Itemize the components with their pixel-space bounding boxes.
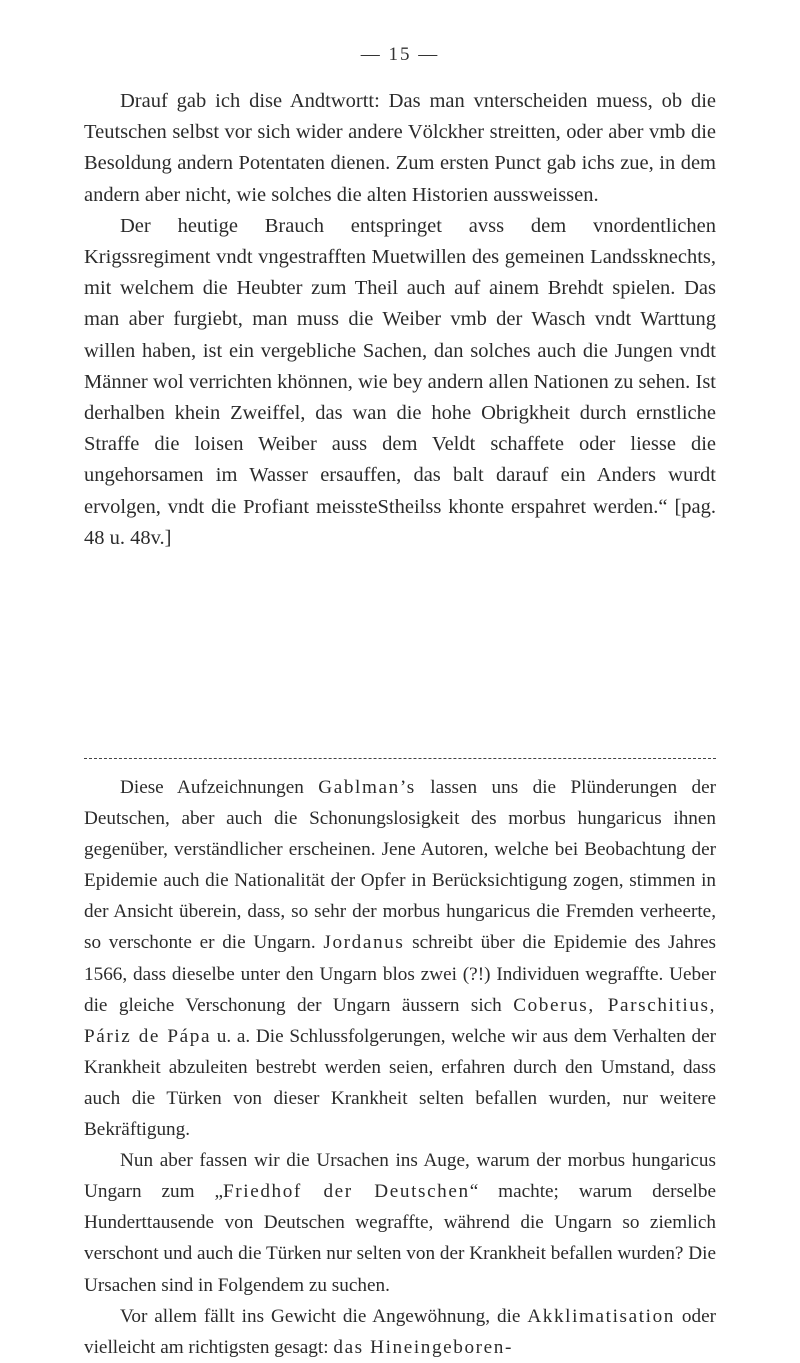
- author-name-jordanus: Jordanus: [323, 932, 405, 954]
- author-names-list: Coberus, Parschitius, Páriz de Pápa: [84, 994, 716, 1047]
- quote-paragraph-1: Drauf gab ich dise Andtwortt: Das man vnterscheiden muess, ob die Teutschen selbst vor sich wider andere Völckher streitten, oder aber vmb die Besoldung andern Potentaten dienen. Zum ersten Punct gab ichs zue, in dem andern aber nicht, wie solches die alten Historien aussweissen.: [84, 90, 716, 206]
- body-paragraph-1: [84, 772, 716, 1145]
- page-number: — 15 —: [360, 44, 440, 65]
- emphasized-term-akklimatisation: Akklimatisation: [527, 1305, 675, 1327]
- emphasized-phrase-hineingeboren: das Hineingeboren-: [333, 1336, 513, 1358]
- quote-paragraph-2: Der heutige Brauch entspringet avss dem vnordentlichen Krigssregiment vndt vngestrafften Muetwillen des gemeinen Landssknechts, mit welchem die Heubter zum Theil auch auf ainem Brehdt spielen. Das man aber furgiebt, man muss die Weiber vmb der Wasch vndt Warttung willen haben, ist ein vergebliche Sachen, dan solches auch die Jungen vndt Männer wol verrichten khönnen, wie bey andern allen Nationen zu sehen. Ist derhalben khein Zweiffel, das wan die hohe Obrigkheit durch ernstliche Straffe die loisen Weiber auss dem Veldt schaffete oder liesse die ungehorsamen im Wasser ersauffen, das balt darauf ein Anders wurdt ervolgen, vndt die Profiant meissteStheilss khonte erspahret werden.“ [pag. 48 u. 48v.]: [84, 214, 716, 549]
- p3-text-a: Vor allem fällt ins Gewicht die Angewöhnung, die: [120, 1305, 528, 1327]
- p1-text-b: lassen uns die Plünderungen der Deutschen, aber auch die Schonungslosigkeit des morbus hungaricus ihnen gegenüber, verständlicher erscheinen. Jene Autoren, welche bei Beobachtung der Epidemie auch die Nationalität der Opfer in Berücksichtigung zogen, stimmen in der Ansicht überein, dass, so sehr der morbus hungaricus die Fremden verheerte, so verschonte er die Ungarn.: [84, 777, 716, 954]
- emphasized-phrase: Friedhof der Deutschen: [223, 1181, 470, 1203]
- p3-text-b: oder vielleicht am richtigsten gesagt:: [84, 1305, 717, 1358]
- dashed-separator: [84, 758, 716, 759]
- p1-text-d: u. a. Die Schlussfolgerungen, welche wir aus dem Verhalten der Krankheit abzuleiten bestrebt werden seien, erfahren durch den Umstand, dass auch die Türken von dieser Krankheit selten befallen wurden, nur weitere Bekräftigung.: [84, 1025, 716, 1141]
- p1-text-c: schreibt über die Epidemie des Jahres 1566, dass dieselbe unter den Ungarn blos zwei (?!) Individuen wegraffte. Ueber die gleiche Verschonung der Ungarn äussern sich: [84, 932, 716, 1016]
- p1-text-a: Diese Aufzeichnungen: [120, 777, 319, 798]
- p2-text-a: Nun aber fassen wir die Ursachen ins Auge, warum der morbus hungaricus Ungarn zum „: [84, 1150, 716, 1203]
- quoted-passage: [84, 86, 716, 554]
- author-name-gablman: Gablman’s: [318, 777, 416, 798]
- body-paragraph-2: [84, 1145, 716, 1300]
- p2-text-b: “ machte; warum derselbe Hunderttausende von Deutschen wegraffte, während die Ungarn so ziemlich verschont und auch die Türken nur selten von der Krankheit befallen wurden? Die Ursachen sind in Folgendem zu suchen.: [84, 1181, 716, 1296]
- body-paragraph-3: [84, 1301, 716, 1363]
- main-text: [84, 772, 716, 1363]
